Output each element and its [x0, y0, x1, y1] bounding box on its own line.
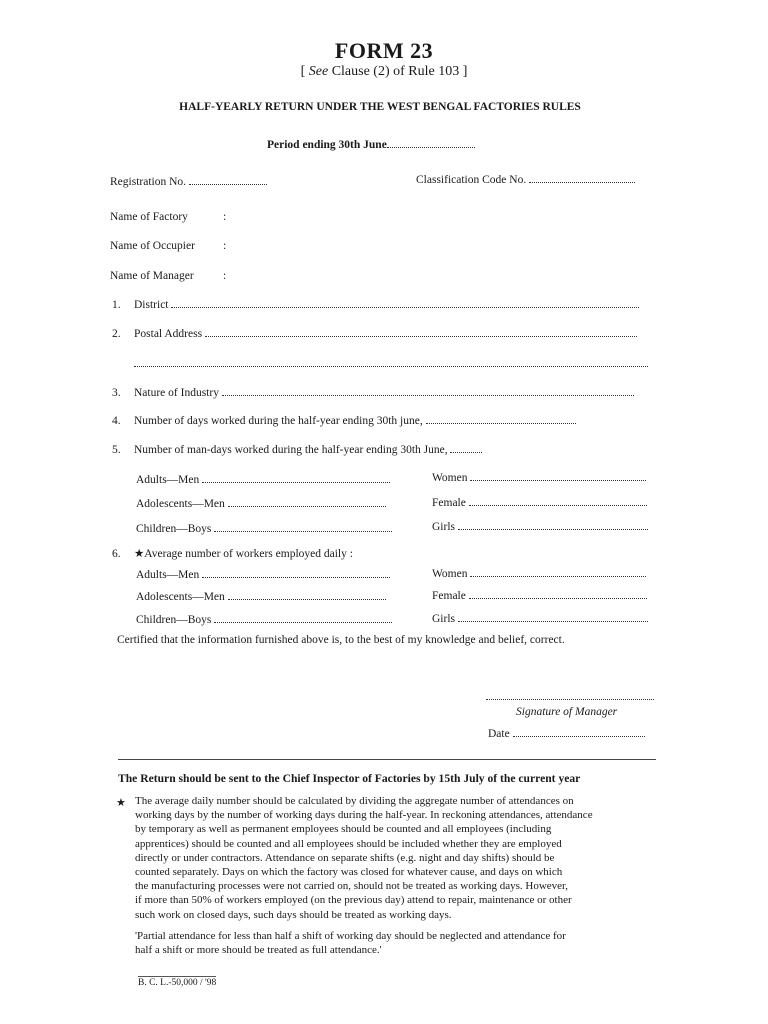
note-line: counted separately. Days on which the factory was closed for whatever cause, and days on which	[135, 866, 563, 879]
date-label: Date	[488, 728, 510, 740]
signature-line[interactable]	[486, 699, 654, 700]
aw-adults-men	[136, 569, 390, 581]
avg-workers-label: ★Average number of workers employed daily :	[134, 548, 353, 560]
md-adolescents-men	[136, 498, 386, 510]
adults-men-label: Adults—Men	[136, 569, 200, 581]
women-label: Women	[432, 568, 468, 580]
aw-children-boys-field[interactable]	[214, 621, 392, 623]
period-label: Period ending 30th June	[267, 139, 387, 151]
district-label: District	[134, 299, 169, 311]
adults-men-label: Adults—Men	[136, 474, 200, 486]
md-adults-men-field[interactable]	[202, 481, 390, 483]
factory-label: Name of Factory	[110, 211, 188, 223]
md-women-field[interactable]	[470, 479, 646, 481]
item-number: 3.	[112, 387, 121, 399]
md-girls-field[interactable]	[458, 528, 648, 530]
item-postal	[112, 328, 637, 340]
occupier-row	[110, 240, 195, 252]
clause-rest: Clause (2) of Rule 103 ]	[331, 64, 468, 79]
signature-label: Signature of Manager	[516, 706, 618, 718]
item-number: 2.	[112, 328, 121, 340]
industry-field[interactable]	[222, 394, 634, 396]
note-line: 'Partial attendance for less than half a shift of working day should be neglected and attendance for	[135, 930, 566, 942]
registration-row	[110, 176, 267, 188]
aw-women	[432, 568, 646, 580]
classification-row	[416, 174, 635, 186]
clause-see: See	[308, 64, 329, 79]
women-label: Women	[432, 472, 468, 484]
md-children-boys-field[interactable]	[214, 530, 392, 532]
certification-text: Certified that the information furnished above is, to the best of my knowledge and belief, correct.	[117, 634, 565, 646]
aw-children-boys	[136, 614, 392, 626]
note-line: the manufacturing processes were not carried on, should not be treated as working days. However,	[135, 880, 569, 893]
occupier-label: Name of Occupier	[110, 240, 195, 252]
factory-row	[110, 211, 188, 223]
item-number: 6.	[112, 548, 121, 560]
clause-open: [	[300, 64, 309, 79]
note-line: The average daily number should be calculated by dividing the aggregate number of attendances on	[135, 795, 574, 807]
period-field[interactable]	[387, 146, 475, 148]
children-boys-label: Children—Boys	[136, 523, 212, 535]
aw-adolescents-men	[136, 591, 386, 603]
star-icon: ★	[116, 797, 126, 809]
classification-field[interactable]	[529, 181, 635, 183]
postal-label: Postal Address	[134, 328, 203, 340]
item-avg-workers	[112, 546, 353, 560]
item-number: 1.	[112, 299, 121, 311]
clause-reference	[0, 64, 768, 80]
man-days-field[interactable]	[450, 451, 482, 453]
aw-girls	[432, 613, 648, 625]
item-days-worked	[112, 415, 576, 427]
note-line: such work on closed days, such days should be treated as working days.	[135, 908, 452, 921]
manager-label: Name of Manager	[110, 270, 194, 282]
manager-row	[110, 270, 194, 282]
female-label: Female	[432, 590, 466, 602]
form-heading: HALF-YEARLY RETURN UNDER THE WEST BENGAL FACTORIES RULES	[179, 101, 581, 113]
md-adults-men	[136, 474, 390, 486]
date-row	[488, 728, 645, 740]
print-reference: B. C. L.-50,000 / '98	[138, 978, 217, 988]
industry-label: Nature of Industry	[134, 387, 219, 399]
explanatory-note	[135, 794, 661, 922]
aw-adults-men-field[interactable]	[202, 576, 390, 578]
form-title: FORM 23	[334, 38, 434, 63]
partial-attendance-note	[135, 929, 665, 957]
registration-field[interactable]	[189, 183, 267, 185]
aw-adolescents-men-field[interactable]	[228, 598, 386, 600]
female-label: Female	[432, 497, 466, 509]
submission-notice: The Return should be sent to the Chief Inspector of Factories by 15th July of the current year	[118, 772, 581, 785]
note-line: half a shift or more should be treated as full attendance.'	[135, 944, 382, 957]
occupier-colon: :	[223, 240, 227, 252]
note-line: working days by the number of working days during the half-year. In reckoning attendances, attendance	[135, 809, 593, 822]
days-worked-label: Number of days worked during the half-year ending 30th june,	[134, 415, 423, 427]
md-female	[432, 497, 647, 509]
aw-female-field[interactable]	[469, 597, 647, 599]
note-line: apprentices) should be counted and all employees should be included whether they are employed	[135, 837, 562, 850]
aw-girls-field[interactable]	[458, 620, 648, 622]
registration-label: Registration No.	[110, 176, 187, 188]
aw-women-field[interactable]	[470, 575, 646, 577]
postal-field-2[interactable]	[134, 365, 648, 367]
item-number: 4.	[112, 415, 121, 427]
md-adolescents-men-field[interactable]	[228, 505, 386, 507]
note-line: directly or under contractors. Attendance on separate shifts (e.g. night and day shifts) should be	[135, 851, 555, 864]
children-boys-label: Children—Boys	[136, 614, 212, 626]
md-children-boys	[136, 523, 392, 535]
item-man-days	[112, 444, 482, 456]
postal-field[interactable]	[205, 335, 637, 337]
aw-female	[432, 590, 647, 602]
period-ending	[267, 139, 475, 151]
classification-label: Classification Code No.	[416, 174, 527, 186]
md-girls	[432, 521, 648, 533]
md-female-field[interactable]	[469, 504, 647, 506]
man-days-label: Number of man-days worked during the half-year ending 30th June,	[134, 444, 448, 456]
divider	[118, 759, 656, 760]
district-field[interactable]	[171, 306, 639, 308]
item-district	[112, 299, 639, 311]
postal-second-line	[134, 358, 648, 370]
adolescents-men-label: Adolescents—Men	[136, 591, 225, 603]
note-line: if more than 50% of workers employed (on the previous day) attend to repair, maintenance or other	[135, 894, 572, 907]
girls-label: Girls	[432, 521, 455, 533]
note-line: by temporary as well as permanent employees should be counted and all employees (including	[135, 823, 552, 836]
item-industry	[112, 387, 634, 399]
days-worked-field[interactable]	[426, 422, 576, 424]
manager-colon: :	[223, 270, 227, 282]
date-field[interactable]	[513, 735, 645, 737]
item-number: 5.	[112, 444, 121, 456]
factory-colon: :	[223, 211, 227, 223]
md-women	[432, 472, 646, 484]
girls-label: Girls	[432, 613, 455, 625]
adolescents-men-label: Adolescents—Men	[136, 498, 225, 510]
